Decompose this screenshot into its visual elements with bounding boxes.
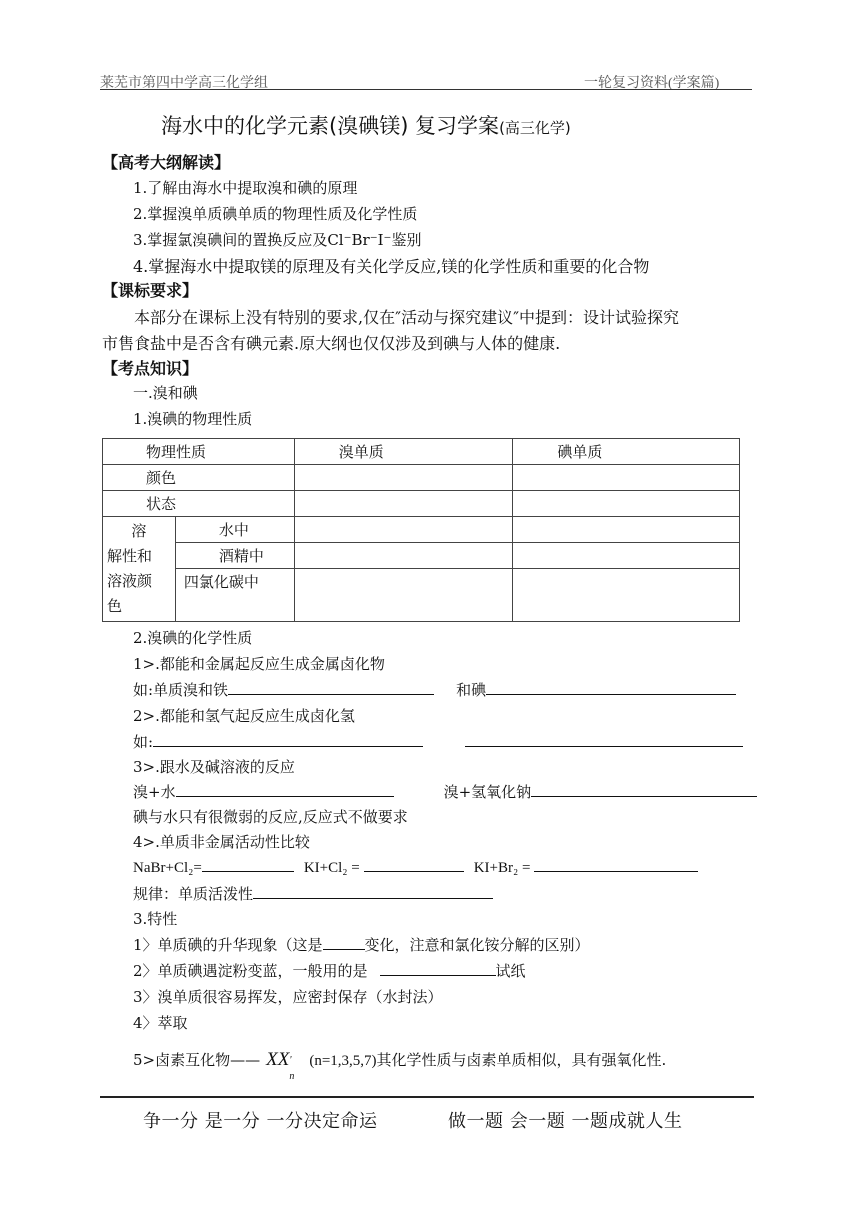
chem-rule-label: 规律：单质活泼性 [133,885,254,903]
equation-1: NaBr+Cl₂= [133,860,202,876]
page-title [161,110,571,140]
table-cell [294,517,513,543]
header-right: 一轮复习资料(学案篇) [584,76,720,91]
chem-p2-example-label: 如: [133,733,154,751]
equation-2: KI+Cl₂ = [303,860,360,876]
interhalogen-formula [266,1049,297,1082]
footer-right: 做一题 会一题 一题成就人生 [448,1111,683,1132]
special-1 [133,934,590,955]
answer-blank[interactable] [202,857,294,872]
outline-item-2: 2.掌握溴单质碘单质的物理性质及化学性质 [133,205,418,223]
table-header: 碘单质 [513,439,740,465]
chem-heading: 2.溴碘的化学性质 [133,629,253,647]
special-5 [133,1049,667,1082]
table-header: 溴单质 [294,439,513,465]
special-2-a: 2〉单质碘遇淀粉变蓝，一般用的是 [133,962,368,980]
table-row [103,543,740,569]
answer-blank[interactable] [323,935,365,950]
table-cell [513,569,740,622]
chem-p2: 2>.都能和氢气起反应生成卤化氢 [133,707,355,725]
table-row [103,465,740,491]
table-row [103,491,740,517]
row-label-color: 颜色 [103,465,295,491]
answer-blank[interactable] [534,857,698,872]
formula-sup: ' [289,1055,292,1066]
header-rule [100,89,752,90]
solubility-label [103,517,176,622]
answer-blank[interactable] [380,961,496,976]
chem-p3-lines [133,781,757,802]
chem-p1-example-b: 和碘 [456,681,487,699]
chem-p1-example-a: 如:单质溴和铁 [133,681,229,699]
special-2-b: 试纸 [495,962,526,980]
solubility-label-part: 解性和 [107,547,153,565]
outline-heading: 【高考大纲解读】 [102,153,231,172]
standard-heading: 【课标要求】 [102,281,199,300]
chem-p1-example [133,679,736,700]
table-row [103,569,740,622]
standard-line-2: 市售食盐中是否含有碘元素.原大纲也仅仅涉及到碘与人体的健康. [102,334,561,353]
special-5-a: 5>卤素互化物—— [133,1051,261,1069]
answer-blank[interactable] [176,782,394,797]
row-label-state: 状态 [103,491,295,517]
title-main: 海水中的化学元素(溴碘镁) 复习学案 [161,114,500,138]
table-row [103,517,740,543]
answer-blank[interactable] [364,857,464,872]
chem-p1: 1>.都能和金属起反应生成金属卤化物 [133,655,385,673]
footer-left: 争一分 是一分 一分决定命运 [143,1111,378,1132]
formula-base: XX [266,1049,290,1070]
footer-rule [100,1096,754,1098]
special-1-a: 1〉单质碘的升华现象（这是 [133,936,323,954]
table-cell [294,569,513,622]
formula-sub: n [289,1071,295,1082]
table-cell [513,517,740,543]
special-2 [133,960,526,981]
table-cell [294,491,513,517]
special-1-b: 变化，注意和氯化铵分解的区别） [364,936,590,954]
special-heading: 3.特性 [133,910,178,928]
physical-properties-table [102,438,740,622]
chem-equations [133,857,698,877]
table-cell [513,491,740,517]
table-cell [513,543,740,569]
table-cell [294,465,513,491]
answer-blank[interactable] [486,680,736,695]
solubility-label-part: 色 [107,597,123,615]
answer-blank[interactable] [228,680,434,695]
knowledge-heading: 【考点知识】 [102,359,199,378]
chem-p3-b: 溴+氢氧化钠 [443,783,532,801]
special-5-c: 其化学性质与卤素单质相似，具有强氧化性. [376,1051,667,1069]
chem-p3-a: 溴+水 [133,783,176,801]
chem-rule [133,883,493,904]
chem-p3: 3>.跟水及碱溶液的反应 [133,758,295,776]
phys-heading: 1.溴碘的物理性质 [133,410,253,428]
outline-item-4: 4.掌握海水中提取镁的原理及有关化学反应,镁的化学性质和重要的化合物 [133,257,650,276]
outline-item-3: 3.掌握氯溴碘间的置换反应及Cl⁻Br⁻I⁻鉴别 [133,231,422,249]
answer-blank[interactable] [531,782,757,797]
sub-label-alcohol: 酒精中 [175,543,294,569]
answer-blank[interactable] [465,732,743,747]
equation-3: KI+Br₂ = [473,860,531,876]
table-row [103,439,740,465]
title-sub: (高三化学) [499,119,571,137]
header-left: 莱芜市第四中学高三化学组 [100,76,268,91]
table-header: 物理性质 [103,439,295,465]
special-3: 3〉溴单质很容易挥发，应密封保存（水封法） [133,988,443,1006]
solubility-label-part: 溶液颜 [107,572,153,590]
outline-item-1: 1.了解由海水中提取溴和碘的原理 [133,179,358,197]
table-cell [513,465,740,491]
table-cell [294,543,513,569]
solubility-label-part: 溶 [131,522,147,540]
part1-label: 一.溴和碘 [133,384,198,402]
special-5-b: (n=1,3,5,7) [309,1053,377,1069]
chem-p3-note: 碘与水只有很微弱的反应,反应式不做要求 [133,808,408,826]
answer-blank[interactable] [153,732,423,747]
chem-p2-example [133,731,743,752]
chem-p4: 4>.单质非金属活动性比较 [133,833,310,851]
sub-label-ccl4: 四氯化碳中 [175,569,294,622]
sub-label-water: 水中 [175,517,294,543]
standard-line-1: 本部分在课标上没有特别的要求,仅在″活动与探究建议″中提到：设计试验探究 [134,308,680,327]
answer-blank[interactable] [253,884,493,899]
special-4: 4〉萃取 [133,1014,188,1032]
